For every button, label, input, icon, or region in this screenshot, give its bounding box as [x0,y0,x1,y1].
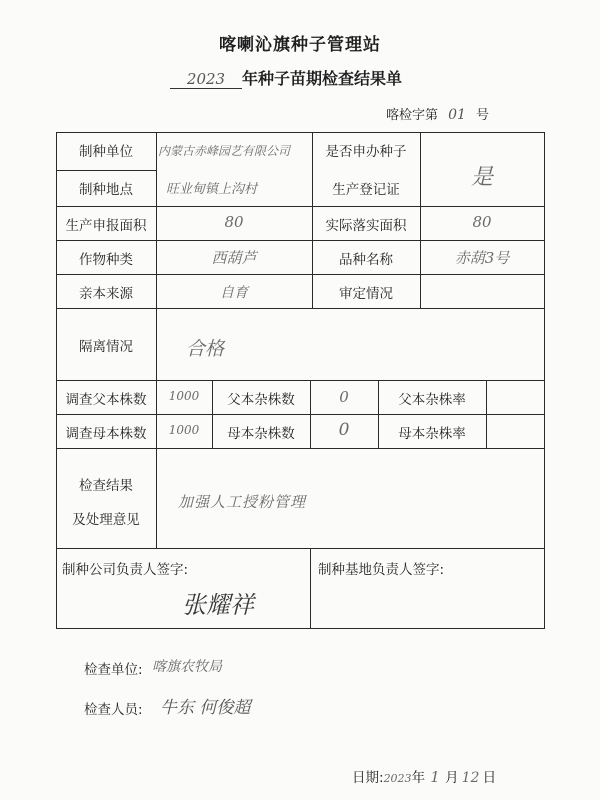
male-offtype-label: 父本杂株数 [227,392,295,408]
male-offtype-value: 0 [339,388,349,406]
female-offtype-value: 0 [338,420,350,440]
female-count-label: 调查母本株数 [65,426,147,442]
date-month-suffix: 月 [445,770,459,786]
date-day-suffix: 日 [482,770,497,786]
parent-source-label: 亲本来源 [79,286,133,302]
doc-no-prefix: 喀检字第 [386,108,439,123]
declared-area-label: 生产申报面积 [65,218,147,234]
result-label-line1: 检查结果 [79,478,133,494]
form-title: 喀喇沁旗种子管理站 [219,35,381,55]
date-day: 12 [461,770,480,786]
date-row [352,766,496,786]
crop-type-value: 西葫芦 [211,249,257,267]
parent-source-value: 自育 [220,285,248,301]
actual-area-value: 80 [472,213,492,231]
approval-label: 审定情况 [339,286,393,302]
female-count-value: 1000 [168,423,200,437]
result-value: 加强人工授粉管理 [178,493,307,511]
inspection-unit-label: 检查单位: [84,662,143,678]
female-offtype-rate-label: 母本杂株率 [398,426,466,442]
registration-label-line1: 是否申办种子 [325,144,407,160]
actual-area-label: 实际落实面积 [325,218,407,234]
base-signature-label: 制种基地负责人签字: [318,562,445,578]
crop-type-label: 作物种类 [79,252,133,268]
date-label: 日期: [352,770,384,786]
date-year-suffix: 年 [411,770,426,786]
location-label: 制种地点 [79,182,133,198]
year-handwritten: 2023 [170,70,242,89]
variety-label: 品种名称 [339,252,393,268]
male-offtype-rate-label: 父本杂株率 [398,392,466,408]
isolation-label: 隔离情况 [79,339,133,355]
inspector-value: 牛东 何俊超 [160,698,251,718]
declared-area-value: 80 [224,213,244,231]
location-value: 旺业甸镇上沟村 [166,182,258,197]
subtitle-text: 年种子苗期检查结果单 [242,69,403,88]
doc-no-value: 01 [448,107,466,123]
result-label-line2: 及处理意见 [72,512,140,528]
producer-value: 内蒙古赤峰园艺有限公司 [158,144,291,158]
inspector-label: 检查人员: [84,702,143,718]
form-subtitle [170,66,402,89]
date-year: 2023 [383,772,412,785]
male-count-label: 调查父本株数 [65,392,147,408]
company-signature-label: 制种公司负责人签字: [62,562,189,578]
female-offtype-label: 母本杂株数 [227,426,295,442]
registration-label-line2: 生产登记证 [332,182,400,198]
date-month: 1 [430,768,440,786]
inspection-unit-value: 喀旗农牧局 [152,659,222,675]
registration-value: 是 [470,165,493,190]
company-signature: 张耀祥 [182,591,254,619]
isolation-value: 合格 [186,338,225,360]
male-count-value: 1000 [168,389,200,403]
producer-label: 制种单位 [79,144,133,160]
doc-no-suffix: 号 [476,108,490,123]
document-number [386,104,489,123]
variety-value: 赤葫3号 [454,249,510,267]
